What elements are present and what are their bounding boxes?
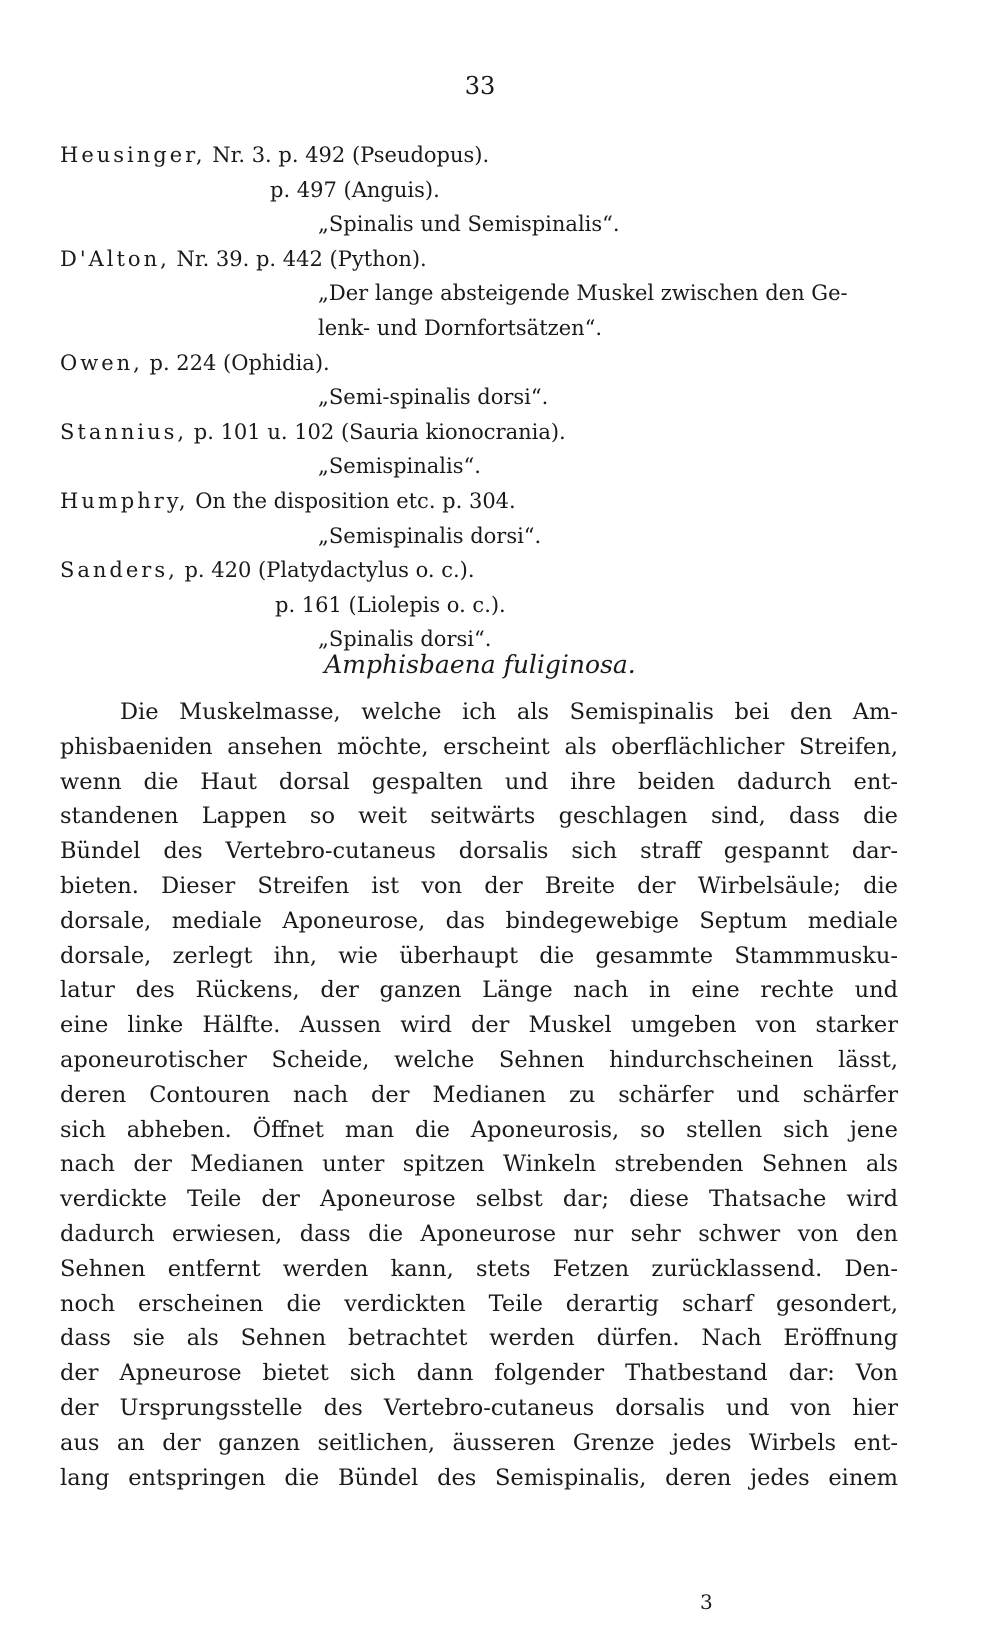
reference-text: „Semispinalis dorsi“. xyxy=(318,523,542,548)
body-line: bieten. Dieser Streifen ist von der Breite der Wirbelsäule; die xyxy=(60,872,898,899)
body-line: standenen Lappen so weit seitwärts geschlagen sind, dass die xyxy=(60,803,898,830)
reference-text: p. 420 (Platydactylus o. c.). xyxy=(177,558,475,583)
page-number: 33 xyxy=(464,72,496,100)
reference-author: Owen, xyxy=(60,350,143,375)
body-line: aus an der ganzen seitlichen, äusseren Grenze jedes Wirbels ent- xyxy=(60,1429,898,1456)
reference-author: D'Alton, xyxy=(60,246,170,271)
reference-text: „Spinalis dorsi“. xyxy=(318,627,492,652)
body-line: wenn die Haut dorsal gespalten und ihre beiden dadurch ent- xyxy=(60,768,898,795)
reference-text: „Semispinalis“. xyxy=(318,454,481,479)
body-line: aponeurotischer Scheide, welche Sehnen hindurchscheinen lässt, xyxy=(60,1046,898,1073)
reference-line xyxy=(60,276,910,311)
reference-text: Nr. 39. p. 442 (Python). xyxy=(169,246,427,271)
reference-author: Sanders, xyxy=(60,558,178,583)
reference-line xyxy=(60,519,910,554)
body-line: deren Contouren nach der Medianen zu schärfer und schärfer xyxy=(60,1081,898,1108)
reference-text: p. 161 (Liolepis o. c.). xyxy=(275,592,506,617)
reference-author: Stannius, xyxy=(60,419,188,444)
reference-line xyxy=(60,380,910,415)
body-line: verdickte Teile der Aponeurose selbst dar; diese Thatsache wird xyxy=(60,1186,898,1213)
reference-line xyxy=(60,346,910,381)
reference-line xyxy=(60,449,910,484)
body-line: der Apneurose bietet sich dann folgender Thatbestand dar: Von xyxy=(60,1360,898,1387)
reference-text: „Spinalis und Semispinalis“. xyxy=(318,212,620,237)
body-line: phisbaeniden ansehen möchte, erscheint als oberflächlicher Streifen, xyxy=(60,733,898,760)
reference-text: p. 224 (Ophidia). xyxy=(142,350,330,375)
reference-text: lenk- und Dornfortsätzen“. xyxy=(318,315,603,340)
body-line: noch erscheinen die verdickten Teile derartig scharf gesondert, xyxy=(60,1290,898,1317)
body-line: nach der Medianen unter spitzen Winkeln strebenden Sehnen als xyxy=(60,1151,898,1178)
reference-text: „Semi-spinalis dorsi“. xyxy=(318,385,549,410)
section-title: Amphisbaena fuliginosa. xyxy=(324,650,636,679)
reference-line xyxy=(60,311,910,346)
reference-list xyxy=(60,138,910,657)
body-line: Die Muskelmasse, welche ich als Semispinalis bei den Am- xyxy=(120,699,898,725)
body-line: dorsale, zerlegt ihn, wie überhaupt die gesammte Stammmusku- xyxy=(60,942,898,969)
body-line: sich abheben. Öffnet man die Aponeurosis, so stellen sich jene xyxy=(60,1116,898,1143)
body-line: dorsale, mediale Aponeurose, das bindegewebige Septum mediale xyxy=(60,907,898,934)
reference-author: Heusinger, xyxy=(60,143,206,167)
reference-author: Humphry, xyxy=(60,488,189,513)
reference-line xyxy=(60,173,910,208)
signature-mark: 3 xyxy=(700,1590,713,1614)
body-line: eine linke Hälfte. Aussen wird der Muskel umgeben von starker xyxy=(60,1012,898,1039)
reference-line xyxy=(60,415,910,450)
body-line: dass sie als Sehnen betrachtet werden dürfen. Nach Eröffnung xyxy=(60,1325,898,1352)
body-line: dadurch erwiesen, dass die Aponeurose nur sehr schwer von den xyxy=(60,1220,898,1247)
body-paragraph xyxy=(60,695,898,1495)
body-line: Bündel des Vertebro-cutaneus dorsalis sich straff gespannt dar- xyxy=(60,838,898,865)
reference-line xyxy=(60,553,910,588)
body-line: Sehnen entfernt werden kann, stets Fetzen zurücklassend. Den- xyxy=(60,1255,898,1282)
reference-text: p. 497 (Anguis). xyxy=(270,177,440,202)
reference-line xyxy=(60,242,910,277)
reference-text: On the disposition etc. p. 304. xyxy=(188,488,516,513)
reference-text: p. 101 u. 102 (Sauria kionocrania). xyxy=(187,419,566,444)
reference-text: „Der lange absteigende Muskel zwischen den Ge- xyxy=(318,281,848,306)
reference-text: Nr. 3. p. 492 (Pseudopus). xyxy=(205,143,490,167)
reference-line xyxy=(60,207,910,242)
reference-line xyxy=(60,138,910,173)
body-line: der Ursprungsstelle des Vertebro-cutaneus dorsalis und von hier xyxy=(60,1394,898,1421)
body-line: lang entspringen die Bündel des Semispinalis, deren jedes einem xyxy=(60,1464,898,1491)
reference-line xyxy=(60,484,910,519)
reference-line xyxy=(60,588,910,623)
body-line: latur des Rückens, der ganzen Länge nach in eine rechte und xyxy=(60,977,898,1004)
